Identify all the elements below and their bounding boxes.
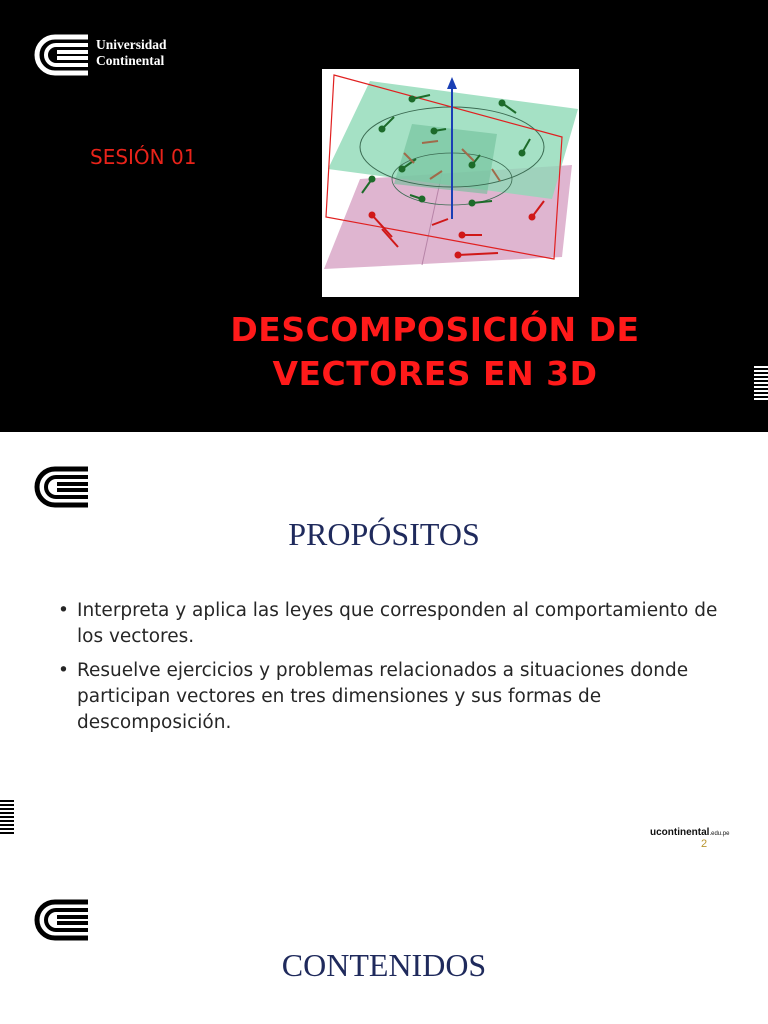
slide-cover	[0, 0, 768, 432]
purposes-list	[58, 598, 718, 744]
footer-url-suffix: .edu.pe	[709, 831, 730, 837]
presentation-title	[185, 308, 685, 396]
footer-url	[650, 827, 729, 838]
brand-line-2: Continental	[96, 53, 165, 68]
list-item: • Resuelve ejercicios y problemas relacionados a situaciones donde participan vectores en tres dimensiones y sus formas de descomposición.	[58, 658, 718, 736]
footer-url-main: ucontinental	[650, 827, 710, 838]
title-line-1: DESCOMPOSICIÓN DE	[230, 310, 640, 349]
purposes-title: PROPÓSITOS	[288, 516, 480, 552]
slide-purposes	[0, 432, 768, 865]
decorative-bars-icon	[0, 800, 14, 836]
university-logo-icon	[34, 34, 90, 76]
decorative-bars-icon	[754, 366, 768, 402]
university-logo-icon	[34, 899, 90, 941]
page-number: 2	[701, 838, 708, 850]
vector-field-3d-figure	[322, 69, 579, 297]
university-logo-icon	[34, 466, 90, 508]
title-line-2: VECTORES EN 3D	[272, 354, 598, 393]
list-item: • Interpreta y aplica las leyes que corresponden al comportamiento de los vectores.	[58, 598, 718, 650]
brand-name	[96, 37, 167, 69]
brand-line-1: Universidad	[96, 37, 167, 52]
session-label: SESIÓN 01	[90, 145, 197, 169]
slide-contents	[0, 871, 768, 1024]
contents-title: CONTENIDOS	[281, 947, 487, 983]
